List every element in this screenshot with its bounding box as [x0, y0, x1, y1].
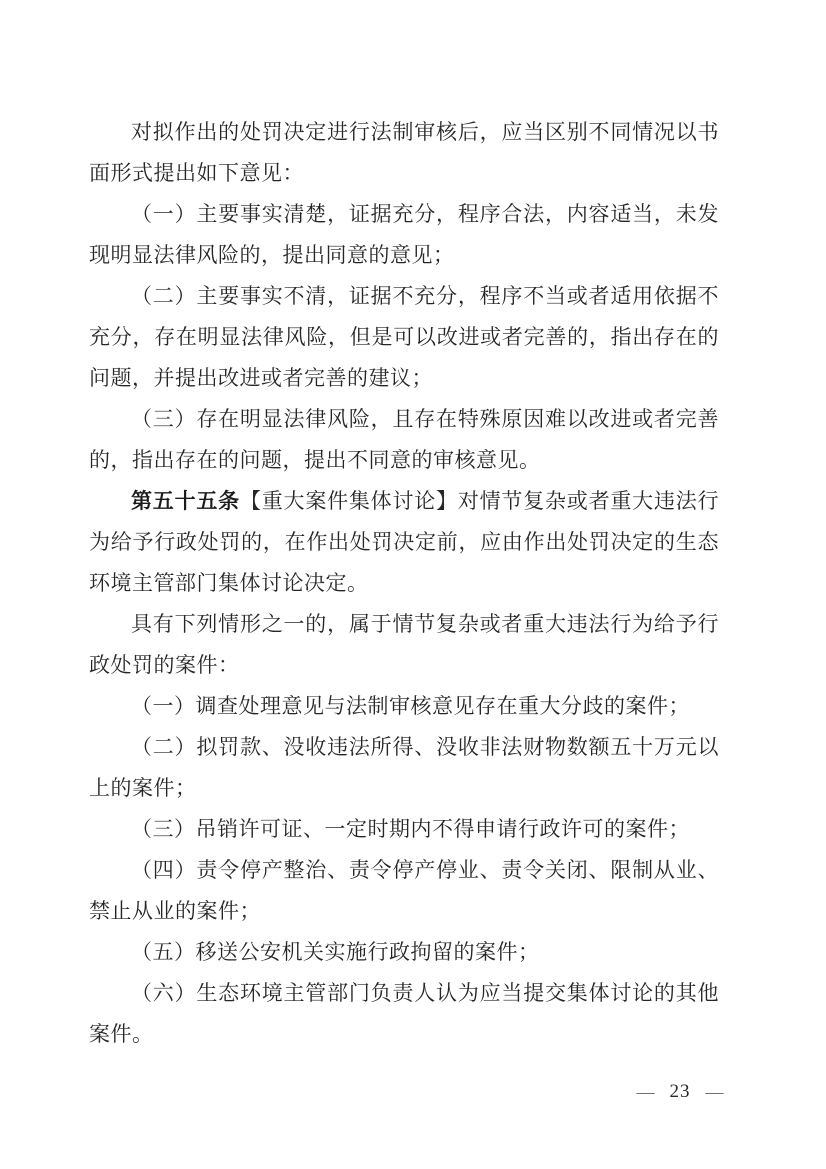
paragraph [89, 112, 719, 194]
paragraph [89, 850, 719, 932]
page-footer [612, 1078, 748, 1106]
list-item-text: （一）调查处理意见与法制审核意见存在重大分歧的案件； [131, 694, 690, 718]
list-item-text: （六）生态环境主管部门负责人认为应当提交集体讨论的其他案件。 [89, 981, 719, 1046]
body-text: 对情节复杂或者重大违法行为给予行政处罚的，在作出处罚决定前，应由作出处罚决定的生态环境主管部门集体讨论决定。 [89, 489, 720, 595]
paragraph [89, 276, 719, 399]
paragraph [89, 604, 719, 686]
body-text: 具有下列情形之一的，属于情节复杂或者重大违法行为给予行政处罚的案件： [89, 612, 719, 677]
list-item-text: （三）存在明显法律风险，且存在特殊原因难以改进或者完善的，指出存在的问题，提出不同意的审核意见。 [89, 407, 719, 472]
page-number: 23 [669, 1081, 691, 1102]
paragraph [89, 399, 719, 481]
list-item-text: （三）吊销许可证、一定时期内不得申请行政许可的案件； [131, 817, 690, 841]
list-item-text: （一）主要事实清楚，证据充分，程序合法，内容适当，未发现明显法律风险的，提出同意的意见； [89, 202, 719, 267]
list-item-text: （二）主要事实不清，证据不充分，程序不当或者适用依据不充分，存在明显法律风险，但是可以改进或者完善的，指出存在的问题，并提出改进或者完善的建议； [89, 284, 719, 390]
list-item-text: （四）责令停产整治、责令停产停业、责令关闭、限制从业、禁止从业的案件； [89, 858, 719, 923]
article-title: 【重大案件集体讨论】 [239, 489, 458, 513]
paragraph [89, 194, 719, 276]
paragraph [89, 973, 719, 1055]
paragraph [89, 686, 719, 727]
paragraph [89, 481, 719, 604]
document-body [89, 112, 719, 1055]
body-text: 对拟作出的处罚决定进行法制审核后，应当区别不同情况以书面形式提出如下意见： [89, 120, 719, 185]
paragraph [89, 809, 719, 850]
paragraph [89, 932, 719, 973]
footer-right-dash: — [705, 1082, 724, 1102]
article-number: 第五十五条 [131, 489, 240, 513]
list-item-text: （五）移送公安机关实施行政拘留的案件； [131, 940, 540, 964]
list-item-text: （二）拟罚款、没收违法所得、没收非法财物数额五十万元以上的案件； [89, 735, 719, 800]
footer-left-dash: — [636, 1082, 655, 1102]
paragraph [89, 727, 719, 809]
